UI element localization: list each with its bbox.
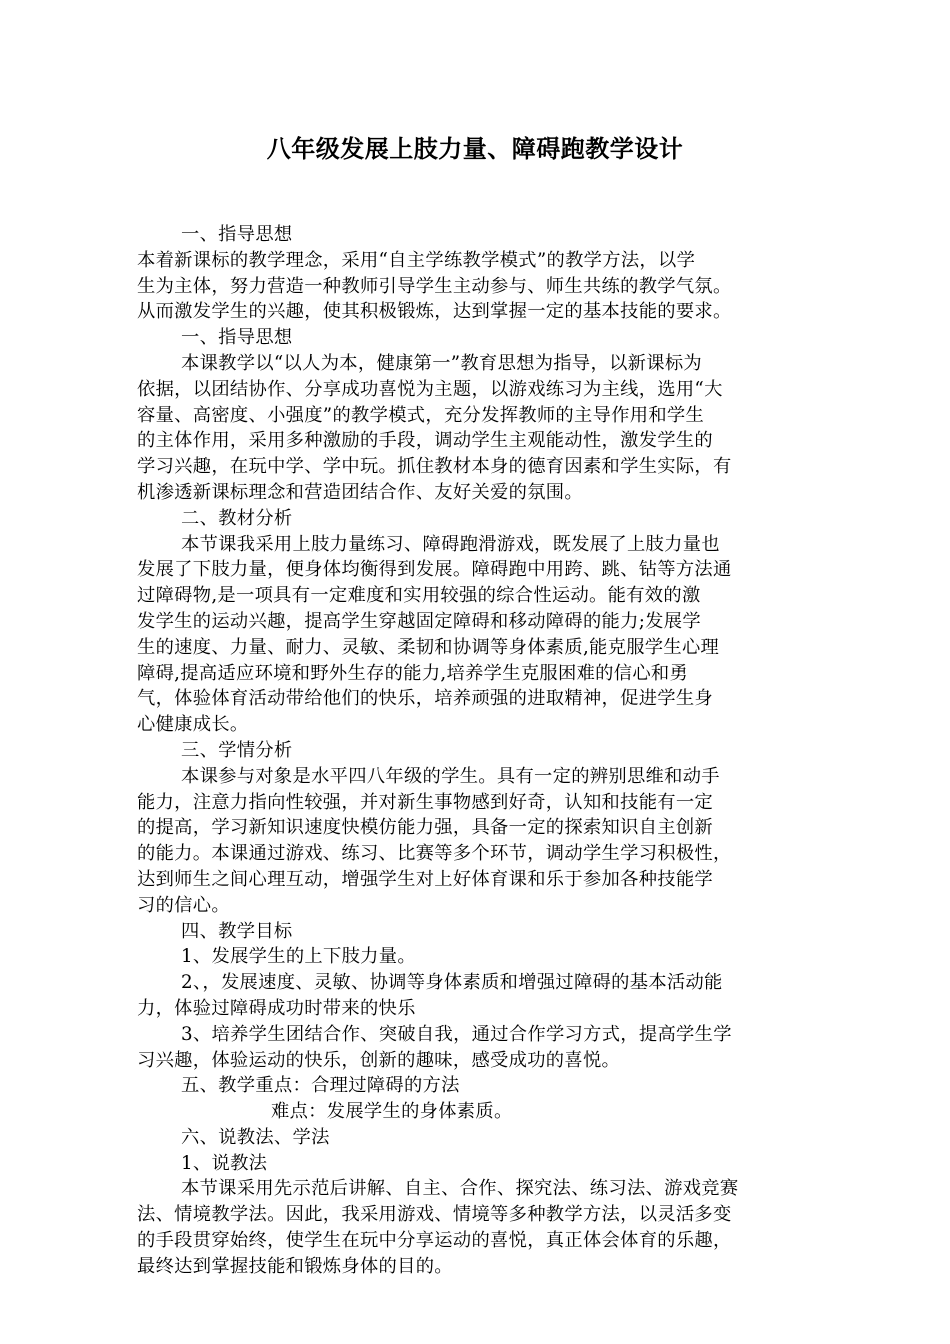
text-line: 依据，以团结协作、分享成功喜悦为主题，以游戏练习为主线，选用“大 (137, 378, 723, 400)
text-line: 的能力。本课通过游戏、练习、比赛等多个环节，调动学生学习积极性， (137, 843, 732, 865)
text-line: 本着新课标的教学理念，采用“自主学练教学模式”的教学方法，以学 (137, 249, 696, 271)
text-line: 本课教学以“以人为本，健康第一”教育思想为指导，以新课标为 (181, 352, 702, 374)
text-line: 障碍,提高适应环境和野外生存的能力,培养学生克服困难的信心和勇 (137, 662, 689, 684)
text-line: 的手段贯穿始终，使学生在玩中分享运动的喜悦，真正体会体育的乐趣， (137, 1230, 732, 1252)
document-title: 八年级发展上肢力量、障碍跑教学设计 (266, 134, 684, 163)
heading-key-points: 五、教学重点：合理过障碍的方法 (181, 1075, 460, 1097)
text-line: 的提高，学习新知识速度快模仿能力强，具备一定的探索知识自主创新 (137, 817, 714, 839)
text-line: 生的速度、力量、耐力、灵敏、柔韧和协调等身体素质,能克服学生心理 (137, 636, 720, 658)
text-line: 发展了下肢力量，便身体均衡得到发展。障碍跑中用跨、跳、钻等方法通 (137, 559, 732, 581)
text-line: 法、情境教学法。因此，我采用游戏、情境等多种教学方法，以灵活多变 (137, 1204, 732, 1226)
goal-item: 3、培养学生团结合作、突破自我，通过合作学习方式，提高学生学 (181, 1023, 732, 1045)
goal-item: 2、，发展速度、灵敏、协调等身体素质和增强过障碍的基本活动能 (181, 972, 723, 994)
text-line: 过障碍物,是一项具有一定难度和实用较强的综合性运动。能有效的激 (137, 585, 701, 607)
text-line: 从而激发学生的兴趣，使其积极锻炼，达到掌握一定的基本技能的要求。 (137, 301, 732, 323)
text-line: 本课参与对象是水平四八年级的学生。具有一定的辨别思维和动手 (181, 765, 720, 787)
text-line: 学习兴趣，在玩中学、学中玩。抓住教材本身的德育因素和学生实际，有 (137, 456, 732, 478)
heading-teaching-goals: 四、教学目标 (181, 920, 293, 942)
text-line: 本节课我采用上肢力量练习、障碍跑滑游戏，既发展了上肢力量也 (181, 533, 720, 555)
heading-teaching-methods: 六、说教法、学法 (181, 1126, 330, 1148)
text-line: 容量、高密度、小强度”的教学模式，充分发挥教师的主导作用和学生 (137, 404, 705, 426)
difficult-point: 难点：发展学生的身体素质。 (271, 1101, 513, 1123)
text-line: 的主体作用，采用多种激励的手段，调动学生主观能动性，激发学生的 (137, 430, 714, 452)
heading-material-analysis: 二、教材分析 (181, 507, 293, 529)
heading-guiding-ideology-2: 一、指导思想 (181, 327, 293, 349)
heading-student-analysis: 三、学情分析 (181, 739, 293, 761)
goal-item: 1、发展学生的上下肢力量。 (181, 946, 416, 968)
text-line: 达到师生之间心理互动，增强学生对上好体育课和乐于参加各种技能学 (137, 868, 714, 890)
text-line: 生为主体，努力营造一种教师引导学生主动参与、师生共练的教学气氛。 (137, 275, 732, 297)
text-line: 习的信心。 (137, 894, 230, 916)
text-line: 机渗透新课标理念和营造团结合作、友好关爱的氛围。 (137, 481, 583, 503)
text-line: 最终达到掌握技能和锻炼身体的目的。 (137, 1255, 453, 1277)
subheading-teaching-method: 1、说教法 (181, 1152, 268, 1174)
heading-guiding-ideology: 一、指导思想 (181, 224, 293, 245)
text-line: 心健康成长。 (137, 714, 249, 736)
text-line: 发学生的运动兴趣，提高学生穿越固定障碍和移动障碍的能力;发展学 (137, 610, 701, 632)
text-line: 本节课采用先示范后讲解、自主、合作、探究法、练习法、游戏竞赛 (181, 1178, 739, 1200)
document-body (137, 222, 833, 1280)
text-line: 能力，注意力指向性较强，并对新生事物感到好奇，认知和技能有一定 (137, 791, 714, 813)
text-line: 力，体验过障碍成功时带来的快乐 (137, 997, 416, 1019)
text-line: 气，体验体育活动带给他们的快乐，培养顽强的进取精神，促进学生身 (137, 688, 714, 710)
text-line: 习兴趣，体验运动的快乐，创新的趣味，感受成功的喜悦。 (137, 1049, 621, 1071)
